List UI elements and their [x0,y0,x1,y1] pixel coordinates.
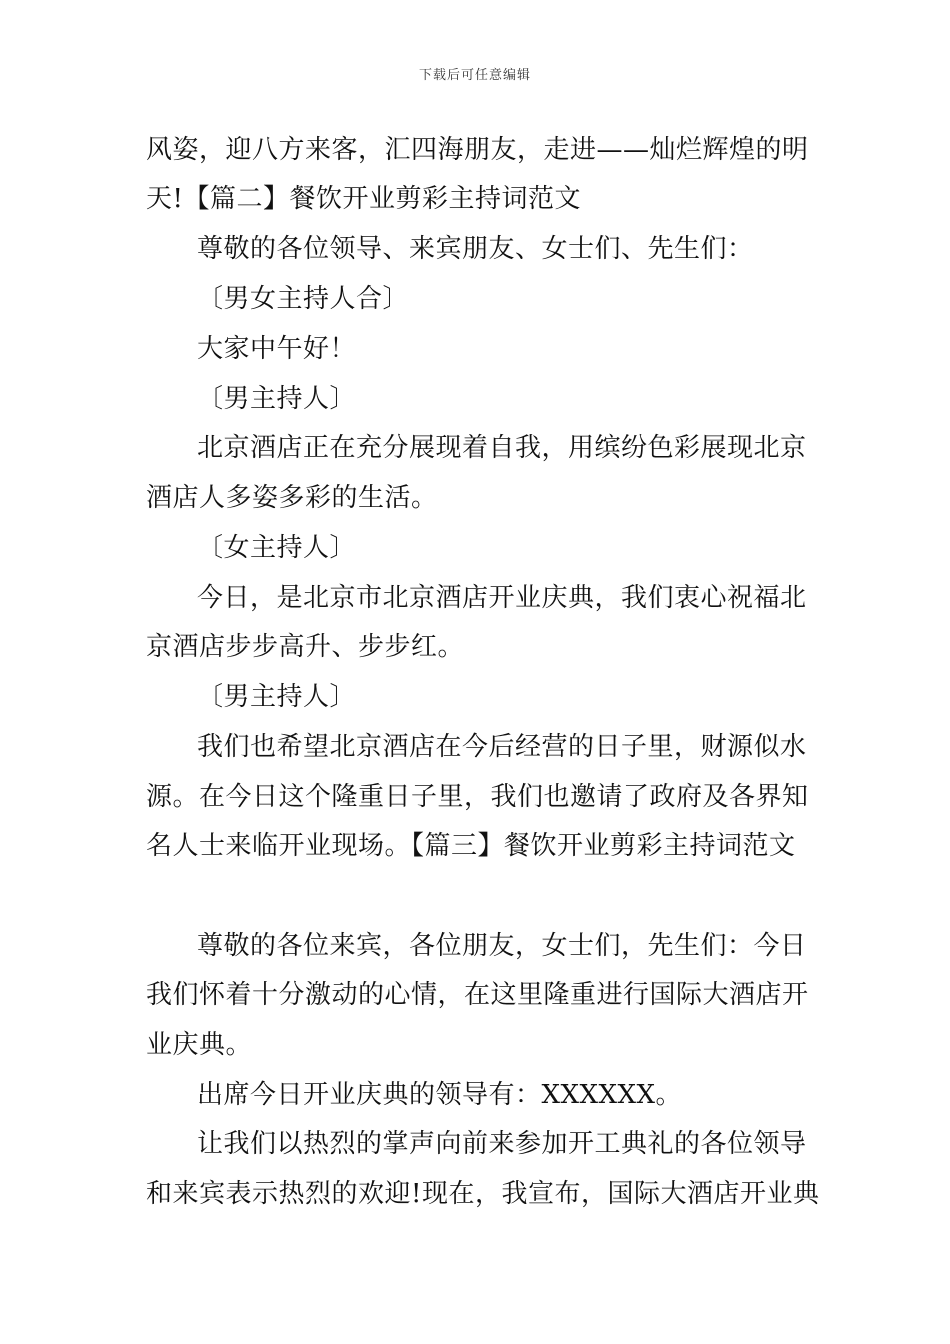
text-line: 我们也希望北京酒店在今后经营的日子里，财源似水 [197,732,807,762]
text-line: 酒店人多姿多彩的生活。 [146,483,438,513]
text-line: 名人士来临开业现场。【篇三】餐饮开业剪彩主持词范文 [146,831,796,861]
text-line: 尊敬的各位领导、来宾朋友、女士们、先生们： [197,234,754,264]
text-line: 让我们以热烈的掌声向前来参加开工典礼的各位领导 [197,1129,807,1159]
text-line: 尊敬的各位来宾，各位朋友，女士们，先生们：今日 [197,931,807,961]
text-line: 北京酒店正在充分展现着自我，用缤纷色彩展现北京 [197,433,807,463]
text-line: 天!【篇二】餐饮开业剪彩主持词范文 [146,184,581,214]
text-line: 出席今日开业庆典的领导有：XXXXXX。 [197,1080,683,1110]
text-line: 大家中午好！ [197,334,357,364]
text-line: 〔男主持人〕 [197,384,357,414]
text-line: 和来宾表示热烈的欢迎!现在，我宣布，国际大酒店开业典 [146,1179,820,1209]
text-line: 〔男女主持人合〕 [197,284,410,314]
text-line: 风姿，迎八方来客，汇四海朋友，走进——灿烂辉煌的明 [146,135,809,165]
text-line: 今日，是北京市北京酒店开业庆典，我们衷心祝福北 [197,583,807,613]
text-line: 源。在今日这个隆重日子里，我们也邀请了政府及各界知 [146,782,809,812]
text-line: 京酒店步步高升、步步红。 [146,632,465,662]
text-line: 我们怀着十分激动的心情，在这里隆重进行国际大酒店开 [146,980,809,1010]
text-line: 业庆典。 [146,1030,253,1060]
text-line: 〔女主持人〕 [197,533,357,563]
text-line: 〔男主持人〕 [197,682,357,712]
page-header: 下载后可任意编辑 [418,68,531,83]
